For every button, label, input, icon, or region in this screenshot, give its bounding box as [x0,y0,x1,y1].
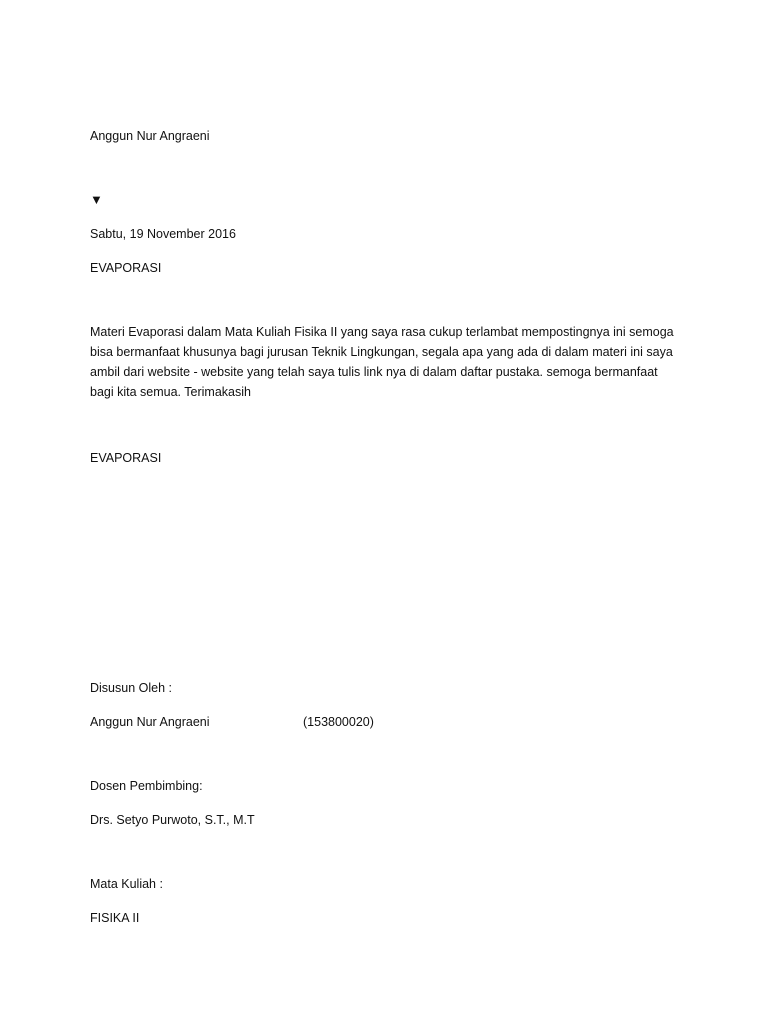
post-date: Sabtu, 19 November 2016 [90,227,236,241]
supervisor-name: Drs. Setyo Purwoto, S.T., M.T [90,813,255,827]
intro-line: bagi kita semua. Terimakasih [90,385,251,399]
intro-line: Materi Evaporasi dalam Mata Kuliah Fisika II yang saya rasa cukup terlambat mempostingnya ini semoga [90,325,674,339]
intro-paragraph [90,322,690,402]
course-name: FISIKA II [90,911,140,925]
compiled-by-label: Disusun Oleh : [90,681,172,695]
cover-title: EVAPORASI [90,451,162,465]
post-title: EVAPORASI [90,261,162,275]
intro-line: bisa bermanfaat khusunya bagi jurusan Teknik Lingkungan, segala apa yang ada di dalam materi ini saya [90,345,673,359]
course-label: Mata Kuliah : [90,877,163,891]
student-id: (153800020) [303,715,374,729]
intro-line: ambil dari website - website yang telah saya tulis link nya di dalam daftar pustaka. semoga bermanfaat [90,365,658,379]
student-name: Anggun Nur Angraeni [90,715,210,729]
author-header: Anggun Nur Angraeni [90,129,210,143]
collapse-arrow-icon: ▼ [90,192,103,207]
supervisor-label: Dosen Pembimbing: [90,779,203,793]
